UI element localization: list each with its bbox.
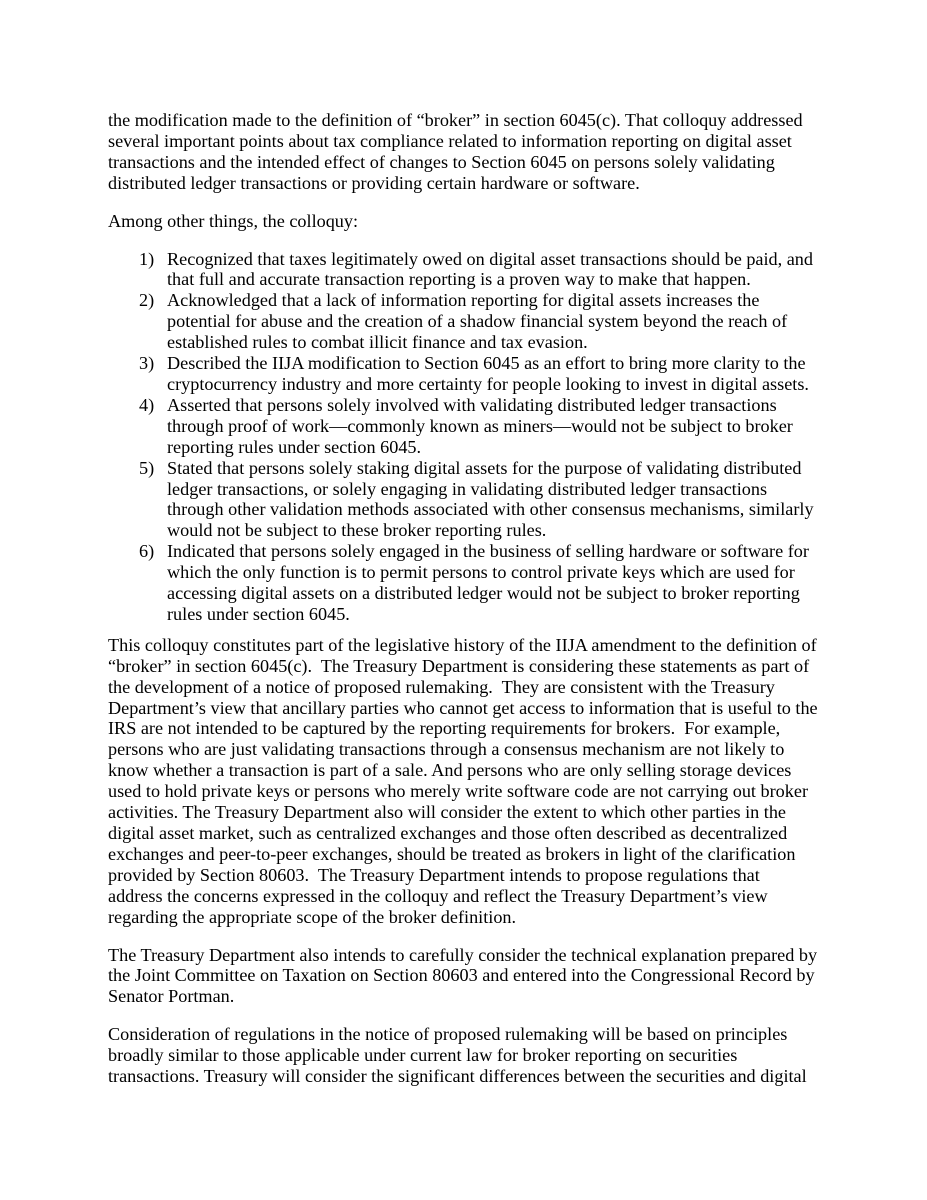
list-item (108, 249, 818, 291)
list-item (108, 395, 818, 458)
list-item-number: 3) (139, 353, 155, 374)
paragraph-colloquy-lead: Among other things, the colloquy: (108, 210, 359, 231)
list-item (108, 458, 818, 542)
list-item-number: 2) (139, 290, 155, 311)
list-item (108, 290, 818, 353)
list-item (108, 541, 818, 625)
list-item-text: Stated that persons solely staking digital assets for the purpose of validating distributed ledger transactions, or solely engaging in validating distributed ledger transactions through other validation methods associated with other consensus mechanisms, similarly would not be subject to these broker reporting rules. (167, 457, 814, 541)
colloquy-points-list (108, 249, 818, 625)
list-item-text: Described the IIJA modification to Section 6045 as an effort to bring more clarity to the cryptocurrency industry and more certainty for people looking to invest in digital assets. (167, 353, 809, 394)
list-item-number: 1) (139, 248, 155, 269)
paragraph-technical-explanation: The Treasury Department also intends to carefully consider the technical explanation prepared by the Joint Committee on Taxation on Section 80603 and entered into the Congressional Record by Senator Portman. (108, 944, 822, 1007)
paragraph-consideration: Consideration of regulations in the notice of proposed rulemaking will be based on principles broadly similar to those applicable under current law for broker reporting on securities transactions. Treasury will consider the significant differences between the securities and digital (108, 1024, 807, 1087)
paragraph-legislative-history: This colloquy constitutes part of the legislative history of the IIJA amendment to the definition of “broker” in section 6045(c). The Treasury Department is considering these statements as part of the development of a notice of proposed rulemaking. They are consistent with the Treasury Department’s view that ancillary parties who cannot get access to information that is useful to the IRS are not intended to be captured by the reporting requirements for brokers. For example, persons who are just validating transactions through a consensus mechanism are not likely to know whether a transaction is part of a sale. And persons who are only selling storage devices used to hold private keys or persons who merely write software code are not carrying out broker activities. The Treasury Department also will consider the extent to which other parties in the digital asset market, such as centralized exchanges and those often described as decentralized exchanges and peer-to-peer exchanges, should be treated as brokers in light of the clarification provided by Section 80603. The Treasury Department intends to propose regulations that address the concerns expressed in the colloquy and reflect the Treasury Department’s view regarding the appropriate scope of the broker definition. (108, 634, 823, 927)
list-item-number: 6) (139, 541, 155, 562)
list-item (108, 353, 818, 395)
list-item-text: Indicated that persons solely engaged in the business of selling hardware or software for which the only function is to permit persons to control private keys which are used for accessing digital assets on a distributed ledger would not be subject to broker reporting rules under section 6045. (167, 541, 809, 624)
list-item-number: 4) (139, 394, 155, 415)
list-item-text: Acknowledged that a lack of information reporting for digital assets increases the potential for abuse and the creation of a shadow financial system beyond the reach of established rules to combat illicit finance and tax evasion. (167, 290, 788, 353)
document-content (108, 110, 823, 1087)
list-item-text: Asserted that persons solely involved with validating distributed ledger transactions through proof of work—commonly known as miners—would not be subject to broker reporting rules under section 6045. (167, 394, 793, 457)
list-item-number: 5) (139, 457, 155, 478)
paragraph-intro: the modification made to the definition of “broker” in section 6045(c). That colloquy addressed several important points about tax compliance related to information reporting on digital asset transactions and the intended effect of changes to Section 6045 on persons solely validating distributed ledger transactions or providing certain hardware or software. (108, 110, 808, 193)
list-item-text: Recognized that taxes legitimately owed on digital asset transactions should be paid, and that full and accurate transaction reporting is a proven way to make that happen. (167, 248, 813, 290)
